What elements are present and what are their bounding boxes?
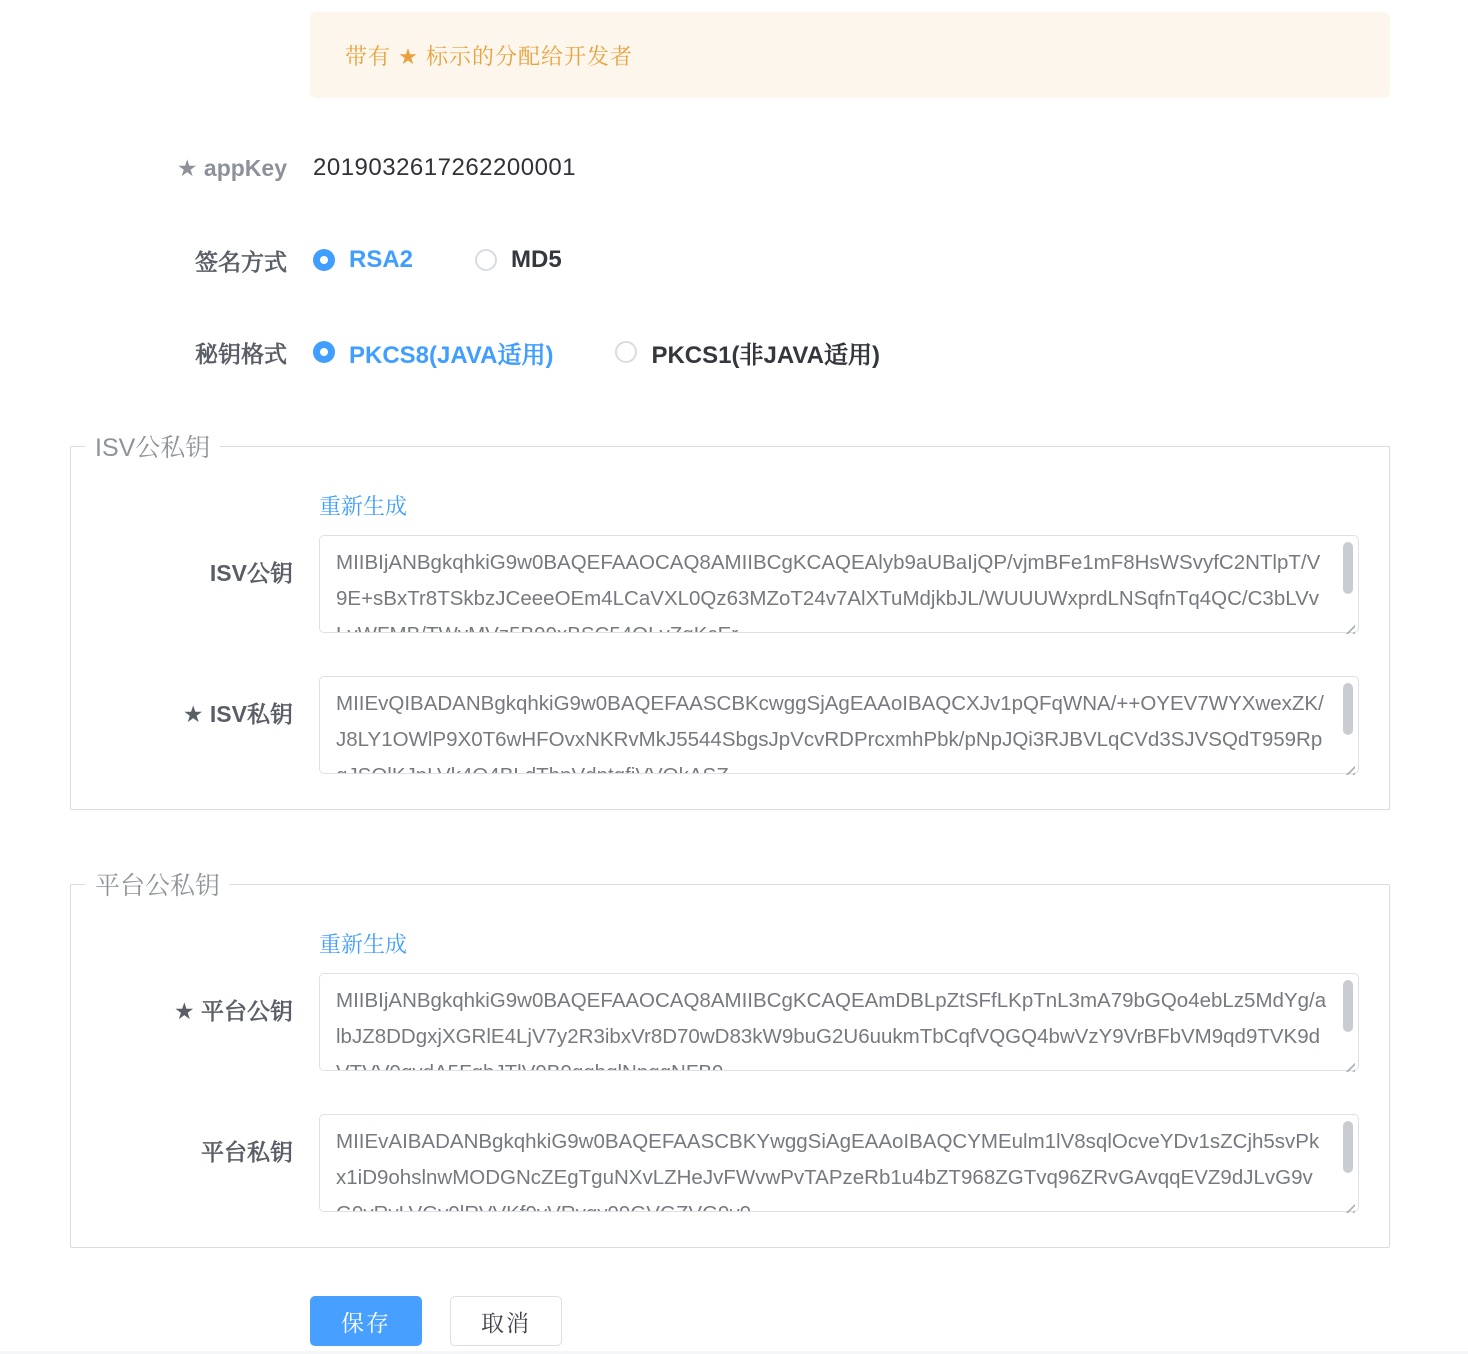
isv-public-key-textarea[interactable]: [319, 535, 1359, 633]
form-actions: [310, 1296, 1468, 1346]
isv-regenerate-link[interactable]: 重新生成: [319, 494, 408, 519]
radio-unselected-icon[interactable]: [615, 341, 637, 363]
isv-section-legend: ISV公私钥: [95, 434, 211, 462]
isv-private-key-row: [71, 676, 1389, 779]
radio-selected-icon[interactable]: [313, 341, 335, 363]
platform-keypair-section: [70, 866, 1390, 1248]
sign-method-label: 签名方式: [195, 248, 287, 275]
radio-option-md5[interactable]: [475, 246, 562, 274]
key-format-label: 秘钥格式: [195, 340, 287, 367]
sign-method-row: [0, 240, 1468, 280]
appkey-label: ★ appKey: [176, 154, 287, 181]
appkey-row: [0, 148, 1468, 188]
platform-public-key-textarea[interactable]: [319, 973, 1359, 1071]
key-format-row: [0, 332, 1468, 372]
radio-option-rsa2[interactable]: [313, 246, 413, 274]
isv-public-key-label: ISV公钥: [209, 560, 293, 586]
radio-option-label[interactable]: RSA2: [349, 246, 414, 273]
platform-section-legend: 平台公私钥: [95, 872, 221, 900]
platform-regenerate-link[interactable]: 重新生成: [319, 932, 408, 957]
isv-private-key-textarea[interactable]: [319, 676, 1359, 774]
radio-selected-icon[interactable]: [313, 249, 335, 271]
notice-banner: [310, 12, 1390, 98]
platform-private-key-textarea[interactable]: [319, 1114, 1359, 1212]
platform-private-key-row: [71, 1114, 1389, 1217]
platform-public-key-row: [71, 973, 1389, 1076]
isv-keypair-section: [70, 428, 1390, 810]
radio-option-label[interactable]: PKCS1(非JAVA适用): [651, 341, 880, 369]
radio-unselected-icon[interactable]: [475, 249, 497, 271]
radio-option-label[interactable]: MD5: [511, 246, 562, 273]
cancel-button[interactable]: 取消: [450, 1296, 562, 1346]
appkey-value: 2019032617262200001: [313, 154, 577, 181]
radio-option-pkcs8[interactable]: [313, 335, 553, 370]
platform-private-key-label: 平台私钥: [201, 1139, 293, 1165]
isv-public-key-row: [71, 535, 1389, 638]
platform-public-key-label: ★ 平台公钥: [173, 998, 293, 1024]
isv-private-key-label: ★ ISV私钥: [182, 701, 293, 727]
radio-option-pkcs1[interactable]: [615, 335, 879, 370]
radio-option-label[interactable]: PKCS8(JAVA适用): [349, 341, 554, 369]
save-button[interactable]: 保存: [310, 1296, 422, 1346]
notice-banner-text: 带有 ★ 标示的分配给开发者: [345, 43, 633, 69]
